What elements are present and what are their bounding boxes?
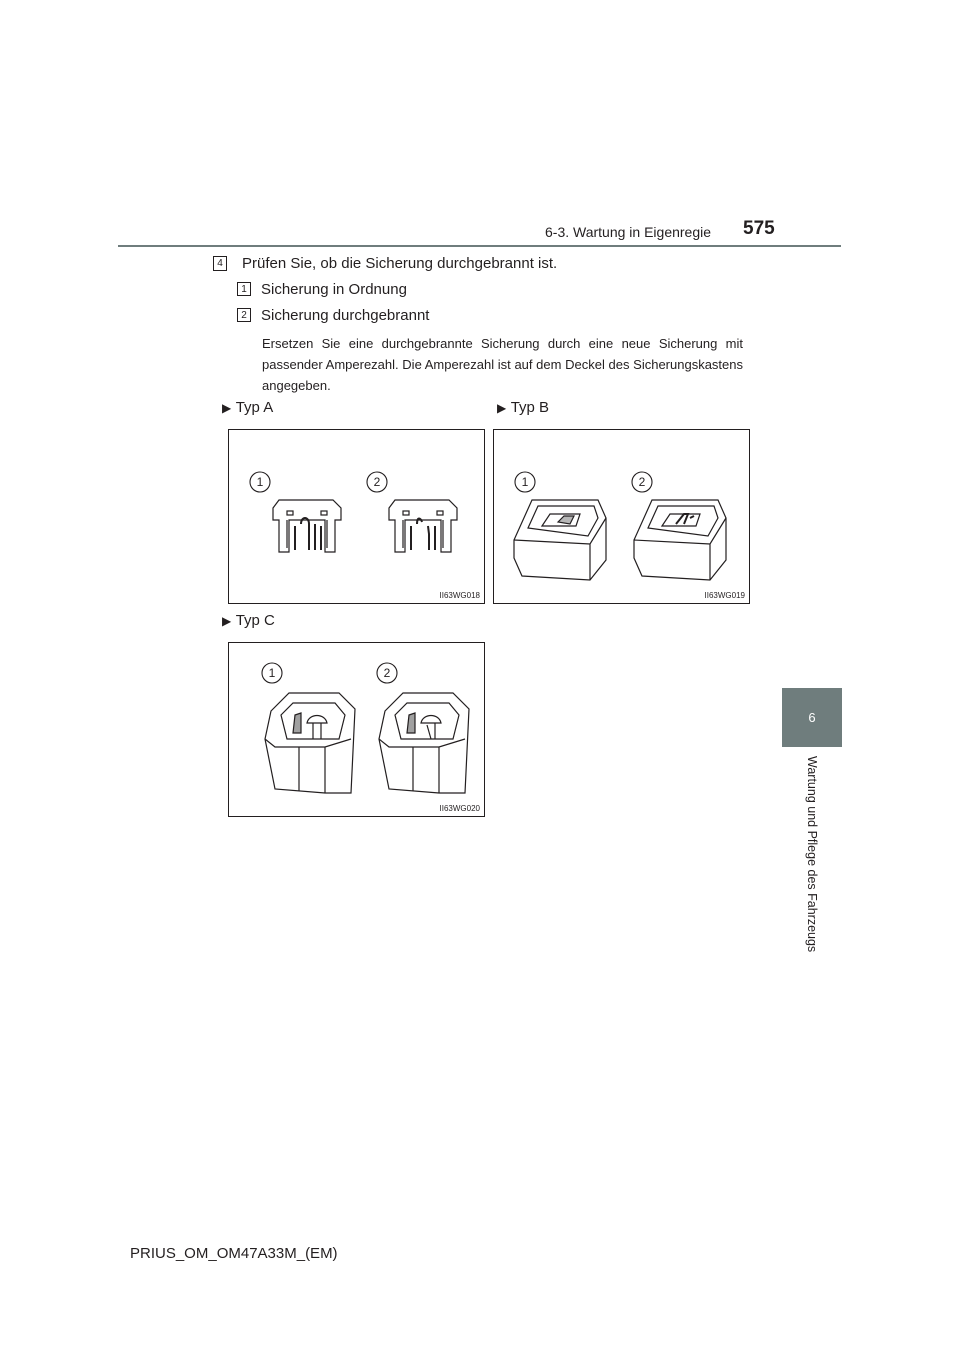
callout-2: 2 [638,475,646,489]
callout-1: 1 [256,475,264,489]
type-a-label: Typ A [235,399,274,416]
figure-type-c [228,642,485,817]
type-c-heading [222,612,275,630]
chapter-title: Wartung und Pflege des Fahrzeugs [805,756,819,953]
type-b-label: Typ B [510,399,550,416]
chapter-tab [782,688,842,747]
triangle-bullet-icon: ▶ [222,614,232,628]
figure-code: II63WG019 [704,591,745,600]
callout-1: 1 [268,666,276,680]
item-label-2: Sicherung durchgebrannt [261,307,430,324]
item-marker-1: 1 [237,282,251,296]
triangle-bullet-icon: ▶ [497,401,507,415]
header-rule [118,245,841,247]
type-c-label: Typ C [235,612,275,629]
section-title: 6-3. Wartung in Eigenregie [545,224,712,240]
callout-2: 2 [373,475,381,489]
page-number: 575 [743,218,775,239]
item-label-1: Sicherung in Ordnung [261,281,407,298]
step-instruction: Prüfen Sie, ob die Sicherung durchgebrannt ist. [242,255,558,272]
replacement-note: Ersetzen Sie eine durchgebrannte Sicherung durch eine neue Sicherung mit passender Amperezahl. Die Amperezahl ist auf dem Deckel des Sicherungskastens angegeben. [262,336,743,393]
figure-type-b [493,429,750,604]
type-a-heading [222,399,273,417]
document-id: PRIUS_OM_OM47A33M_(EM) [130,1245,338,1262]
figure-code: II63WG018 [439,591,480,600]
type-b-heading [497,399,549,417]
triangle-bullet-icon: ▶ [222,401,232,415]
figure-code: II63WG020 [439,804,480,813]
cartridge-fuse-illustration [494,430,751,605]
blade-fuse-illustration [229,430,486,605]
chapter-title-vertical [804,756,820,966]
chapter-number: 6 [808,710,816,725]
callout-2: 2 [383,666,391,680]
callout-1: 1 [521,475,529,489]
item-marker-2: 2 [237,308,251,322]
figure-type-a [228,429,485,604]
step-number-box: 4 [213,256,227,271]
